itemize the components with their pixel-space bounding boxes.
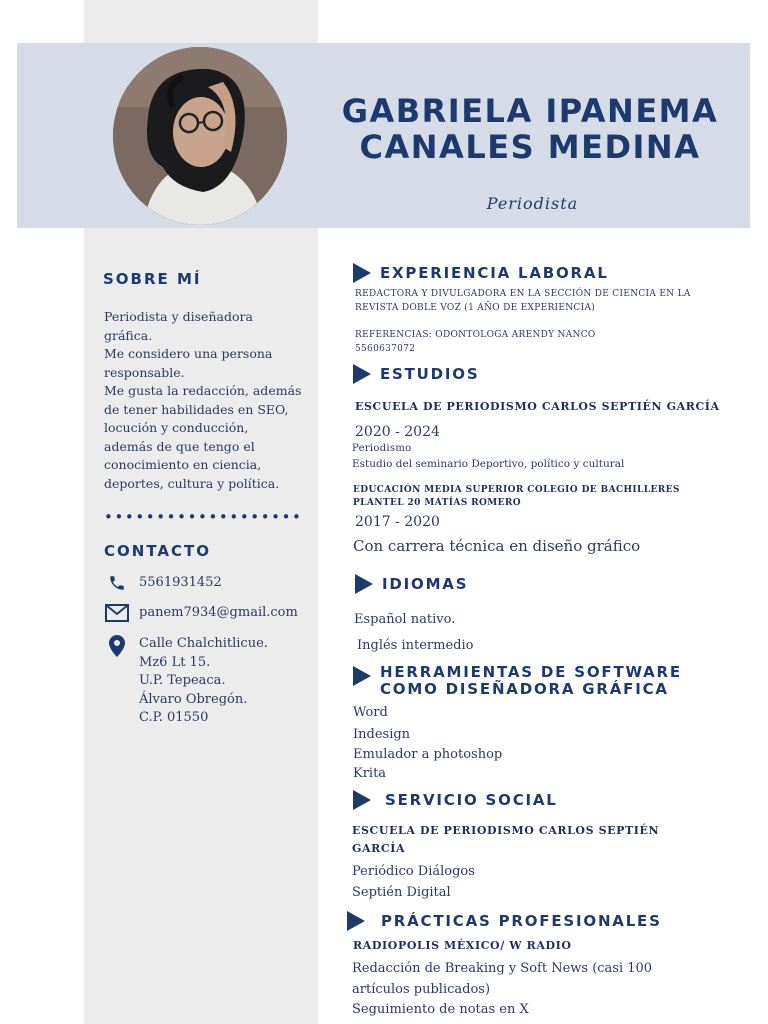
experience-line: REDACTORA Y DIVULGADORA EN LA SECCIÓN DE CIENCIA EN LA <box>355 289 691 299</box>
candidate-name <box>330 93 730 165</box>
triangle-bullet-icon <box>353 790 371 810</box>
about-text <box>104 308 304 493</box>
studies-title: ESTUDIOS <box>380 365 480 383</box>
about-line: Me considero una persona <box>104 346 273 361</box>
phone-number: 5561931452 <box>139 575 222 590</box>
triangle-bullet-icon <box>353 364 371 384</box>
languages-heading <box>355 574 468 594</box>
internship-item: Seguimiento de notas en X <box>352 1002 529 1017</box>
internships-heading <box>347 911 662 931</box>
address-line: C.P. 01550 <box>139 710 209 725</box>
social-service-org: GARCÍA <box>352 842 406 855</box>
software-item: Emulador a photoshop <box>353 747 503 762</box>
about-line: conocimiento en ciencia, <box>104 457 262 472</box>
about-heading: SOBRE MÍ <box>103 270 202 288</box>
school-name: ESCUELA DE PERIODISMO CARLOS SEPTIÉN GARCÍA <box>355 400 720 413</box>
school-name: EDUCACIÓN MEDIA SUPERIOR COLEGIO DE BACHILLERES <box>353 485 680 495</box>
about-line: gráfica. <box>104 327 153 343</box>
social-service-heading <box>353 790 558 810</box>
address-line: Calle Chalchitlicue. <box>139 636 268 651</box>
software-item: Krita <box>353 766 387 781</box>
experience-heading <box>353 263 609 283</box>
contact-heading: CONTACTO <box>104 542 211 560</box>
triangle-bullet-icon <box>353 666 371 686</box>
address-line: Álvaro Obregón. <box>139 691 248 707</box>
software-title <box>380 664 682 698</box>
internship-org: RADIOPOLIS MÉXICO/ W RADIO <box>353 939 572 952</box>
dotted-divider: ••••••••••••••••••• <box>104 508 303 526</box>
triangle-bullet-icon <box>355 574 373 594</box>
address-line: U.P. Tepeaca. <box>139 673 226 688</box>
language-item: Inglés intermedio <box>357 638 474 653</box>
triangle-bullet-icon <box>347 911 365 931</box>
contact-address <box>104 635 268 728</box>
studies-heading <box>353 364 479 384</box>
study-detail: Estudio del seminario Deportivo, político y cultural <box>352 458 625 470</box>
name-line-1: GABRIELA IPANEMA <box>341 92 719 130</box>
triangle-bullet-icon <box>353 263 371 283</box>
software-title-line: HERRAMIENTAS DE SOFTWARE <box>380 663 682 681</box>
study-years: 2017 - 2020 <box>355 514 440 530</box>
software-title-line: COMO DISEÑADORA GRÁFICA <box>380 680 669 698</box>
social-service-title: SERVICIO SOCIAL <box>385 791 558 809</box>
social-service-org: ESCUELA DE PERIODISMO CARLOS SEPTIÉN <box>352 824 660 837</box>
profile-photo <box>113 47 287 225</box>
software-item: Word <box>353 705 388 720</box>
experience-title: EXPERIENCIA LABORAL <box>380 264 609 282</box>
address-line: Mz6 Lt 15. <box>139 654 211 670</box>
about-line: locución y conducción, <box>104 420 249 435</box>
name-line-2: CANALES MEDINA <box>359 128 701 166</box>
social-service-item: Periódico Diálogos <box>352 864 475 879</box>
contact-email <box>104 604 298 624</box>
reference-phone: 5560637072 <box>355 344 416 354</box>
experience-line: REVISTA DOBLE VOZ (1 AÑO DE EXPERIENCIA) <box>355 303 596 313</box>
profile-photo-illustration <box>113 47 287 225</box>
languages-title: IDIOMAS <box>382 575 469 593</box>
about-line: Periodista y diseñadora <box>104 309 253 324</box>
location-pin-icon <box>104 635 130 655</box>
software-item: Indesign <box>353 727 411 742</box>
internships-title: PRÁCTICAS PROFESIONALES <box>381 912 662 930</box>
mail-icon <box>104 604 130 624</box>
contact-phone <box>104 574 222 594</box>
reference-line: REFERENCIAS: ODONTOLOGA ARENDY NANCO <box>355 330 596 340</box>
about-line: Me gusta la redacción, además <box>104 383 302 398</box>
email-address[interactable]: panem7934@gmail.com <box>139 605 298 620</box>
language-item: Español nativo. <box>354 612 456 627</box>
internship-item: Redacción de Breaking y Soft News (casi 100 <box>352 961 653 976</box>
about-line: deportes, cultura y política. <box>104 475 280 491</box>
address-text <box>139 635 268 728</box>
social-service-item: Septién Digital <box>352 885 451 900</box>
study-years: 2020 - 2024 <box>355 424 440 440</box>
software-heading <box>353 664 682 698</box>
study-detail: Con carrera técnica en diseño gráfico <box>353 537 641 555</box>
about-line: además de que tengo el <box>104 438 255 454</box>
internship-item: artículos publicados) <box>352 982 491 997</box>
job-title: Periodista <box>486 194 579 213</box>
school-name: PLANTEL 20 MATÍAS ROMERO <box>353 498 522 508</box>
degree: Periodismo <box>352 443 412 454</box>
about-line: responsable. <box>104 364 185 380</box>
about-line: de tener habilidades en SEO, <box>104 401 289 417</box>
phone-icon <box>104 574 130 594</box>
